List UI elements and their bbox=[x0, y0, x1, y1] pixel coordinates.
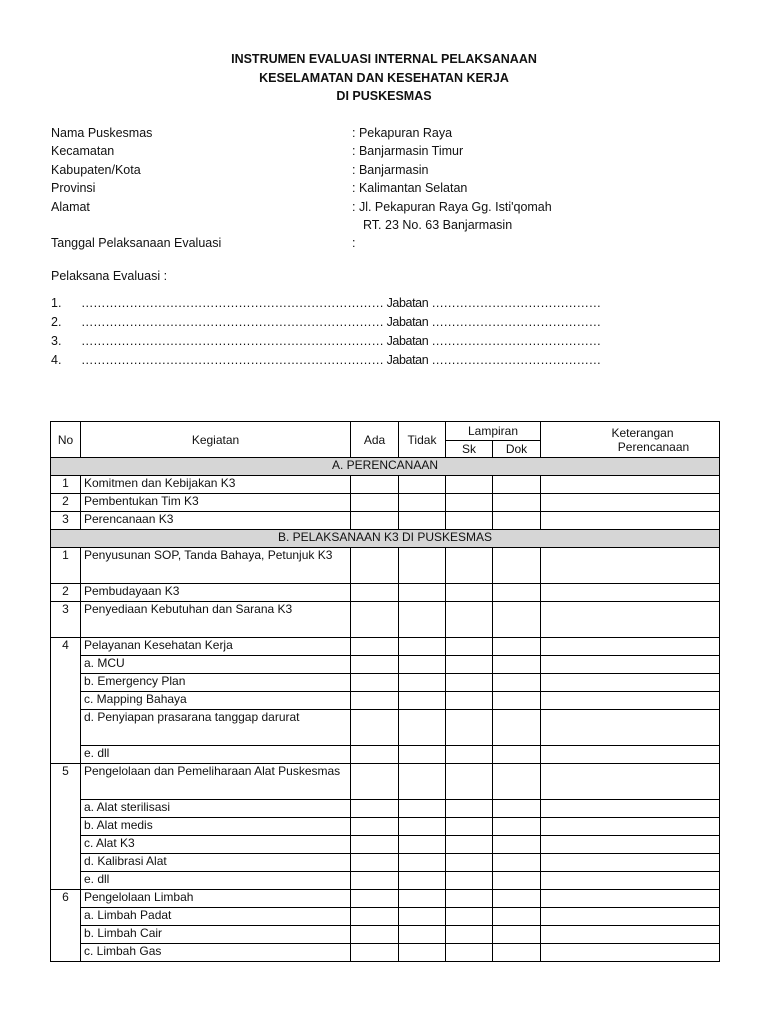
cell-tidak[interactable] bbox=[399, 764, 446, 800]
row-kegiatan: d. Penyiapan prasarana tanggap darurat bbox=[81, 710, 351, 746]
cell-tidak[interactable] bbox=[399, 944, 446, 962]
cell-dok[interactable] bbox=[493, 584, 541, 602]
row-kegiatan: Pengelolaan dan Pemeliharaan Alat Puskesmas bbox=[81, 764, 351, 800]
cell-ada[interactable] bbox=[351, 476, 399, 494]
cell-sk[interactable] bbox=[446, 548, 493, 584]
row-no: 3 bbox=[51, 602, 81, 638]
table-row bbox=[51, 746, 720, 764]
pelaksana-title: Pelaksana Evaluasi : bbox=[51, 269, 168, 283]
cell-keterangan[interactable] bbox=[541, 494, 720, 512]
table-row bbox=[51, 692, 720, 710]
cell-ada[interactable] bbox=[351, 602, 399, 638]
table-row bbox=[51, 926, 720, 944]
cell-ada[interactable] bbox=[351, 800, 399, 818]
info-value: RT. 23 No. 63 Banjarmasin bbox=[363, 217, 513, 232]
cell-ada[interactable] bbox=[351, 836, 399, 854]
cell-keterangan[interactable] bbox=[541, 746, 720, 764]
row-kegiatan: b. Emergency Plan bbox=[81, 674, 351, 692]
cell-dok[interactable] bbox=[493, 656, 541, 674]
header-tidak: Tidak bbox=[399, 422, 446, 458]
cell-dok[interactable] bbox=[493, 908, 541, 926]
cell-dok[interactable] bbox=[493, 746, 541, 764]
cell-keterangan[interactable] bbox=[541, 908, 720, 926]
cell-tidak[interactable] bbox=[399, 890, 446, 908]
header-sk: Sk bbox=[446, 441, 493, 458]
cell-ada[interactable] bbox=[351, 890, 399, 908]
row-no: 3 bbox=[51, 512, 81, 530]
cell-sk[interactable] bbox=[446, 692, 493, 710]
cell-dok[interactable] bbox=[493, 602, 541, 638]
info-label: Kecamatan bbox=[51, 144, 115, 159]
cell-sk[interactable] bbox=[446, 836, 493, 854]
cell-tidak[interactable] bbox=[399, 836, 446, 854]
table-row bbox=[51, 818, 720, 836]
cell-dok[interactable] bbox=[493, 926, 541, 944]
table-row bbox=[51, 890, 720, 908]
row-no: 4 bbox=[51, 638, 81, 764]
header-keterangan bbox=[541, 422, 720, 458]
pelaksana-line: ………………………………………………………………… Jabatan …………………………………… bbox=[81, 315, 601, 329]
cell-sk[interactable] bbox=[446, 944, 493, 962]
cell-ada[interactable] bbox=[351, 674, 399, 692]
cell-dok[interactable] bbox=[493, 674, 541, 692]
cell-tidak[interactable] bbox=[399, 746, 446, 764]
cell-dok[interactable] bbox=[493, 710, 541, 746]
cell-keterangan[interactable] bbox=[541, 854, 720, 872]
section-title: B. PELAKSANAAN K3 DI PUSKESMAS bbox=[51, 530, 720, 548]
cell-sk[interactable] bbox=[446, 746, 493, 764]
cell-tidak[interactable] bbox=[399, 476, 446, 494]
section-header-row bbox=[51, 530, 720, 548]
table-row bbox=[51, 944, 720, 962]
cell-ada[interactable] bbox=[351, 818, 399, 836]
table-row bbox=[51, 656, 720, 674]
info-value: : bbox=[352, 236, 356, 251]
cell-ada[interactable] bbox=[351, 944, 399, 962]
cell-keterangan[interactable] bbox=[541, 602, 720, 638]
row-kegiatan: Penyusunan SOP, Tanda Bahaya, Petunjuk K3 bbox=[81, 548, 351, 584]
document-title bbox=[0, 50, 768, 106]
cell-dok[interactable] bbox=[493, 854, 541, 872]
cell-keterangan[interactable] bbox=[541, 584, 720, 602]
cell-tidak[interactable] bbox=[399, 872, 446, 890]
cell-ada[interactable] bbox=[351, 746, 399, 764]
row-kegiatan: Pembudayaan K3 bbox=[81, 584, 351, 602]
cell-dok[interactable] bbox=[493, 836, 541, 854]
cell-sk[interactable] bbox=[446, 512, 493, 530]
cell-keterangan[interactable] bbox=[541, 872, 720, 890]
info-label: Alamat bbox=[51, 199, 90, 214]
cell-keterangan[interactable] bbox=[541, 476, 720, 494]
row-kegiatan: Penyediaan Kebutuhan dan Sarana K3 bbox=[81, 602, 351, 638]
info-row-alamat-cont bbox=[51, 216, 611, 234]
cell-keterangan[interactable] bbox=[541, 818, 720, 836]
header-no: No bbox=[51, 422, 81, 458]
cell-keterangan[interactable] bbox=[541, 638, 720, 656]
cell-ada[interactable] bbox=[351, 692, 399, 710]
cell-tidak[interactable] bbox=[399, 674, 446, 692]
row-no: 1 bbox=[51, 548, 81, 584]
table-row bbox=[51, 854, 720, 872]
table-row bbox=[51, 638, 720, 656]
cell-tidak[interactable] bbox=[399, 710, 446, 746]
row-no: 2 bbox=[51, 494, 81, 512]
cell-tidak[interactable] bbox=[399, 584, 446, 602]
info-value: : Jl. Pekapuran Raya Gg. Isti'qomah bbox=[352, 199, 552, 214]
row-kegiatan: Pembentukan Tim K3 bbox=[81, 494, 351, 512]
cell-sk[interactable] bbox=[446, 800, 493, 818]
section-header-row bbox=[51, 458, 720, 476]
cell-dok[interactable] bbox=[493, 494, 541, 512]
cell-sk[interactable] bbox=[446, 494, 493, 512]
cell-dok[interactable] bbox=[493, 800, 541, 818]
info-row-tanggal bbox=[51, 234, 611, 252]
cell-ada[interactable] bbox=[351, 926, 399, 944]
cell-tidak[interactable] bbox=[399, 602, 446, 638]
cell-keterangan[interactable] bbox=[541, 710, 720, 746]
identity-block bbox=[51, 124, 611, 253]
pelaksana-number: 3. bbox=[51, 334, 62, 348]
row-no: 5 bbox=[51, 764, 81, 890]
cell-dok[interactable] bbox=[493, 944, 541, 962]
cell-sk[interactable] bbox=[446, 890, 493, 908]
cell-tidak[interactable] bbox=[399, 692, 446, 710]
row-no: 1 bbox=[51, 476, 81, 494]
info-value: : Banjarmasin bbox=[352, 162, 429, 177]
info-value: : Banjarmasin Timur bbox=[352, 144, 464, 159]
cell-tidak[interactable] bbox=[399, 548, 446, 584]
table-row bbox=[51, 584, 720, 602]
cell-keterangan[interactable] bbox=[541, 800, 720, 818]
cell-sk[interactable] bbox=[446, 926, 493, 944]
header-kegiatan: Kegiatan bbox=[81, 422, 351, 458]
pelaksana-line: ………………………………………………………………… Jabatan …………………………………… bbox=[81, 296, 601, 310]
row-kegiatan: a. Alat sterilisasi bbox=[81, 800, 351, 818]
cell-sk[interactable] bbox=[446, 908, 493, 926]
table-row bbox=[51, 764, 720, 800]
cell-tidak[interactable] bbox=[399, 854, 446, 872]
table-row bbox=[51, 548, 720, 584]
cell-tidak[interactable] bbox=[399, 908, 446, 926]
cell-ada[interactable] bbox=[351, 548, 399, 584]
cell-keterangan[interactable] bbox=[541, 674, 720, 692]
pelaksana-number: 1. bbox=[51, 296, 62, 310]
pelaksana-line: ………………………………………………………………… Jabatan …………………………………… bbox=[81, 334, 601, 348]
info-label: Tanggal Pelaksanaan Evaluasi bbox=[51, 236, 222, 251]
cell-dok[interactable] bbox=[493, 890, 541, 908]
row-kegiatan: b. Limbah Cair bbox=[81, 926, 351, 944]
row-kegiatan: Pelayanan Kesehatan Kerja bbox=[81, 638, 351, 656]
cell-sk[interactable] bbox=[446, 476, 493, 494]
cell-ada[interactable] bbox=[351, 854, 399, 872]
pelaksana-number: 4. bbox=[51, 353, 62, 367]
header-lampiran: Lampiran bbox=[446, 422, 541, 441]
cell-ada[interactable] bbox=[351, 584, 399, 602]
table-row bbox=[51, 602, 720, 638]
row-kegiatan: Komitmen dan Kebijakan K3 bbox=[81, 476, 351, 494]
cell-dok[interactable] bbox=[493, 818, 541, 836]
cell-keterangan[interactable] bbox=[541, 764, 720, 800]
cell-ada[interactable] bbox=[351, 710, 399, 746]
cell-sk[interactable] bbox=[446, 872, 493, 890]
cell-keterangan[interactable] bbox=[541, 692, 720, 710]
cell-ada[interactable] bbox=[351, 656, 399, 674]
cell-keterangan[interactable] bbox=[541, 836, 720, 854]
title-line-3: DI PUSKESMAS bbox=[336, 89, 432, 103]
cell-ada[interactable] bbox=[351, 512, 399, 530]
title-line-2: KESELAMATAN DAN KESEHATAN KERJA bbox=[259, 70, 509, 85]
cell-tidak[interactable] bbox=[399, 512, 446, 530]
row-no: 6 bbox=[51, 890, 81, 962]
table-row bbox=[51, 674, 720, 692]
title-line-1: INSTRUMEN EVALUASI INTERNAL PELAKSANAAN bbox=[231, 52, 537, 66]
cell-ada[interactable] bbox=[351, 908, 399, 926]
table-row bbox=[51, 710, 720, 746]
table-row bbox=[51, 512, 720, 530]
row-kegiatan: c. Limbah Gas bbox=[81, 944, 351, 962]
header-dok: Dok bbox=[493, 441, 541, 458]
info-row-provinsi bbox=[51, 179, 611, 197]
cell-tidak[interactable] bbox=[399, 494, 446, 512]
cell-ada[interactable] bbox=[351, 494, 399, 512]
cell-ada[interactable] bbox=[351, 764, 399, 800]
cell-sk[interactable] bbox=[446, 764, 493, 800]
cell-tidak[interactable] bbox=[399, 926, 446, 944]
cell-keterangan[interactable] bbox=[541, 944, 720, 962]
header-ada: Ada bbox=[351, 422, 399, 458]
cell-ada[interactable] bbox=[351, 872, 399, 890]
cell-sk[interactable] bbox=[446, 638, 493, 656]
row-kegiatan: b. Alat medis bbox=[81, 818, 351, 836]
cell-sk[interactable] bbox=[446, 584, 493, 602]
row-kegiatan: e. dll bbox=[81, 746, 351, 764]
info-label: Kabupaten/Kota bbox=[51, 162, 141, 177]
cell-ada[interactable] bbox=[351, 638, 399, 656]
row-kegiatan: c. Alat K3 bbox=[81, 836, 351, 854]
row-kegiatan: e. dll bbox=[81, 872, 351, 890]
pelaksana-line: ………………………………………………………………… Jabatan …………………………………… bbox=[81, 353, 601, 367]
header-keterangan-line2: Perencanaan bbox=[617, 439, 690, 454]
cell-tidak[interactable] bbox=[399, 656, 446, 674]
cell-dok[interactable] bbox=[493, 548, 541, 584]
table-row bbox=[51, 908, 720, 926]
pelaksana-number: 2. bbox=[51, 315, 62, 329]
table-row bbox=[51, 800, 720, 818]
cell-sk[interactable] bbox=[446, 854, 493, 872]
table-row bbox=[51, 872, 720, 890]
row-kegiatan: a. MCU bbox=[81, 656, 351, 674]
cell-dok[interactable] bbox=[493, 512, 541, 530]
section-title: A. PERENCANAAN bbox=[51, 458, 720, 476]
cell-dok[interactable] bbox=[493, 476, 541, 494]
cell-dok[interactable] bbox=[493, 872, 541, 890]
info-row-kecamatan bbox=[51, 142, 611, 160]
cell-sk[interactable] bbox=[446, 674, 493, 692]
info-row-kabupaten bbox=[51, 161, 611, 179]
info-row-nama bbox=[51, 124, 611, 142]
row-kegiatan: d. Kalibrasi Alat bbox=[81, 854, 351, 872]
cell-sk[interactable] bbox=[446, 818, 493, 836]
header-keterangan-line1: Keterangan bbox=[611, 425, 674, 440]
row-kegiatan: a. Limbah Padat bbox=[81, 908, 351, 926]
cell-dok[interactable] bbox=[493, 638, 541, 656]
table-row bbox=[51, 476, 720, 494]
table-row bbox=[51, 494, 720, 512]
evaluation-table bbox=[50, 421, 720, 962]
cell-sk[interactable] bbox=[446, 602, 493, 638]
cell-sk[interactable] bbox=[446, 656, 493, 674]
cell-dok[interactable] bbox=[493, 764, 541, 800]
row-no: 2 bbox=[51, 584, 81, 602]
info-label: Nama Puskesmas bbox=[51, 126, 153, 140]
cell-tidak[interactable] bbox=[399, 638, 446, 656]
cell-tidak[interactable] bbox=[399, 818, 446, 836]
cell-sk[interactable] bbox=[446, 710, 493, 746]
cell-keterangan[interactable] bbox=[541, 656, 720, 674]
info-label: Provinsi bbox=[51, 181, 96, 196]
row-kegiatan: Pengelolaan Limbah bbox=[81, 890, 351, 908]
table-row bbox=[51, 836, 720, 854]
info-row-alamat bbox=[51, 198, 611, 216]
info-value: : Pekapuran Raya bbox=[352, 126, 453, 140]
info-value: : Kalimantan Selatan bbox=[352, 181, 468, 196]
cell-keterangan[interactable] bbox=[541, 890, 720, 908]
cell-keterangan[interactable] bbox=[541, 512, 720, 530]
row-kegiatan: Perencanaan K3 bbox=[81, 512, 351, 530]
cell-keterangan[interactable] bbox=[541, 926, 720, 944]
row-kegiatan: c. Mapping Bahaya bbox=[81, 692, 351, 710]
cell-keterangan[interactable] bbox=[541, 548, 720, 584]
cell-dok[interactable] bbox=[493, 692, 541, 710]
cell-tidak[interactable] bbox=[399, 800, 446, 818]
